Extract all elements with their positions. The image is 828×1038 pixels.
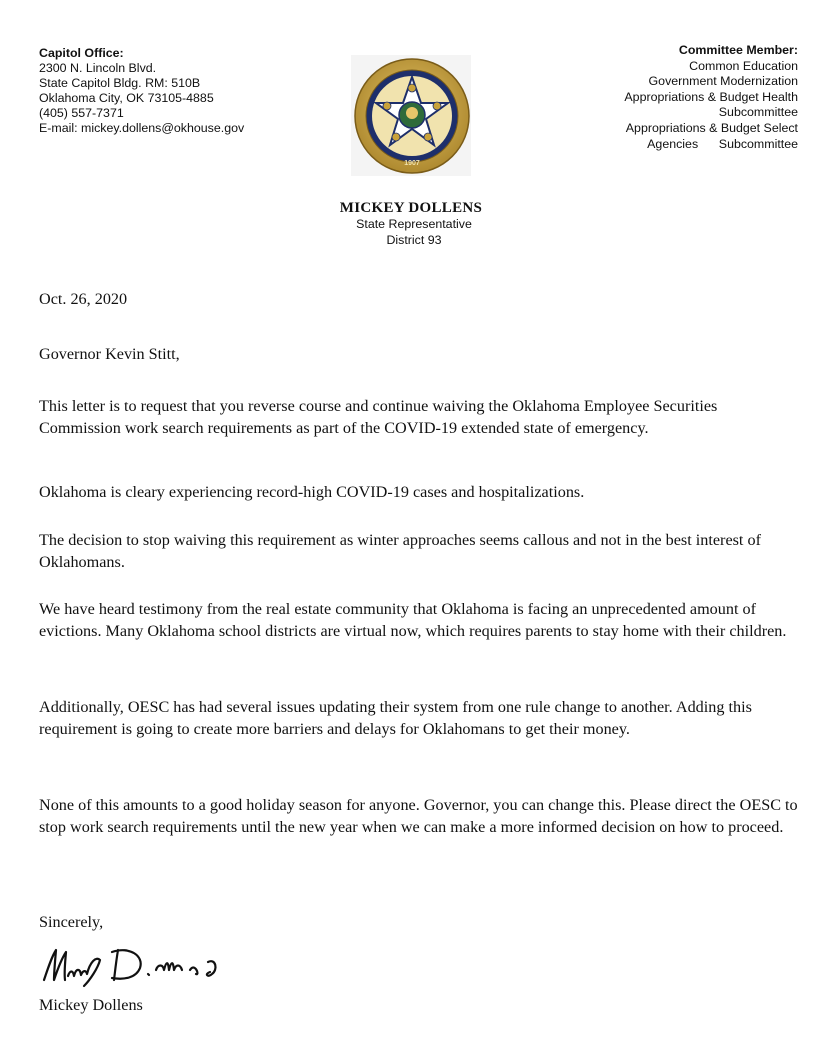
committee-item: Appropriations & Budget Select (625, 120, 798, 135)
committee-member-list (518, 43, 798, 152)
committee-item: Subcommittee (718, 105, 798, 120)
letter-salutation: Governor Kevin Stitt, (39, 345, 180, 363)
representative-title: State Representative (356, 217, 472, 231)
committee-heading: Committee Member: (678, 43, 798, 57)
letter-paragraph: We have heard testimony from the real estate community that Oklahoma is facing an unprecedented amount of evictions. Many Oklahoma school districts are virtual now, which requires parents to stay home with their children. (39, 600, 787, 640)
phone-line: (405) 557-7371 (39, 106, 124, 120)
state-seal-icon (351, 55, 471, 176)
capitol-office-address (39, 46, 309, 136)
letter-closing: Sincerely, (39, 913, 104, 931)
signature-icon (40, 940, 280, 988)
letter-paragraph: Oklahoma is cleary experiencing record-high COVID-19 cases and hospitalizations. (39, 483, 585, 501)
address-line: Oklahoma City, OK 73105-4885 (39, 91, 214, 105)
handwritten-signature (40, 940, 280, 993)
committee-item: Government Modernization (648, 74, 798, 89)
state-seal (351, 55, 471, 176)
representative-name: MICKEY DOLLENS (339, 200, 483, 216)
committee-item: Agencies Subcommittee (647, 136, 798, 151)
committee-item: Appropriations & Budget Health (624, 89, 798, 104)
capitol-office-heading: Capitol Office: (39, 46, 124, 60)
address-line: 2300 N. Lincoln Blvd. (39, 61, 157, 75)
email-line: E-mail: mickey.dollens@okhouse.gov (39, 121, 245, 135)
representative-district: District 93 (386, 232, 442, 247)
signer-name: Mickey Dollens (39, 996, 143, 1014)
letter-paragraph: None of this amounts to a good holiday season for anyone. Governor, you can change this. Please direct the OESC to stop work search requirements until the new year when we can make a more informed decision on how to proceed. (39, 796, 798, 836)
letter-paragraph: Additionally, OESC has had several issues updating their system from one rule change to another. Adding this requirement is going to create more barriers and delays for Oklahomans to get their money. (39, 698, 752, 738)
letterhead-name-block (0, 200, 828, 248)
letter-paragraph: This letter is to request that you reverse course and continue waiving the Oklahoma Employee Securities Commission work search requirements as part of the COVID-19 extended state of emergency. (39, 397, 718, 437)
letter-date: Oct. 26, 2020 (39, 290, 128, 308)
address-line: State Capitol Bldg. RM: 510B (39, 76, 201, 90)
letter-paragraph: The decision to stop waiving this requirement as winter approaches seems callous and not in the best interest of Oklahomans. (39, 531, 761, 571)
committee-item: Common Education (689, 58, 798, 73)
seal-year: 1907 (404, 160, 420, 167)
